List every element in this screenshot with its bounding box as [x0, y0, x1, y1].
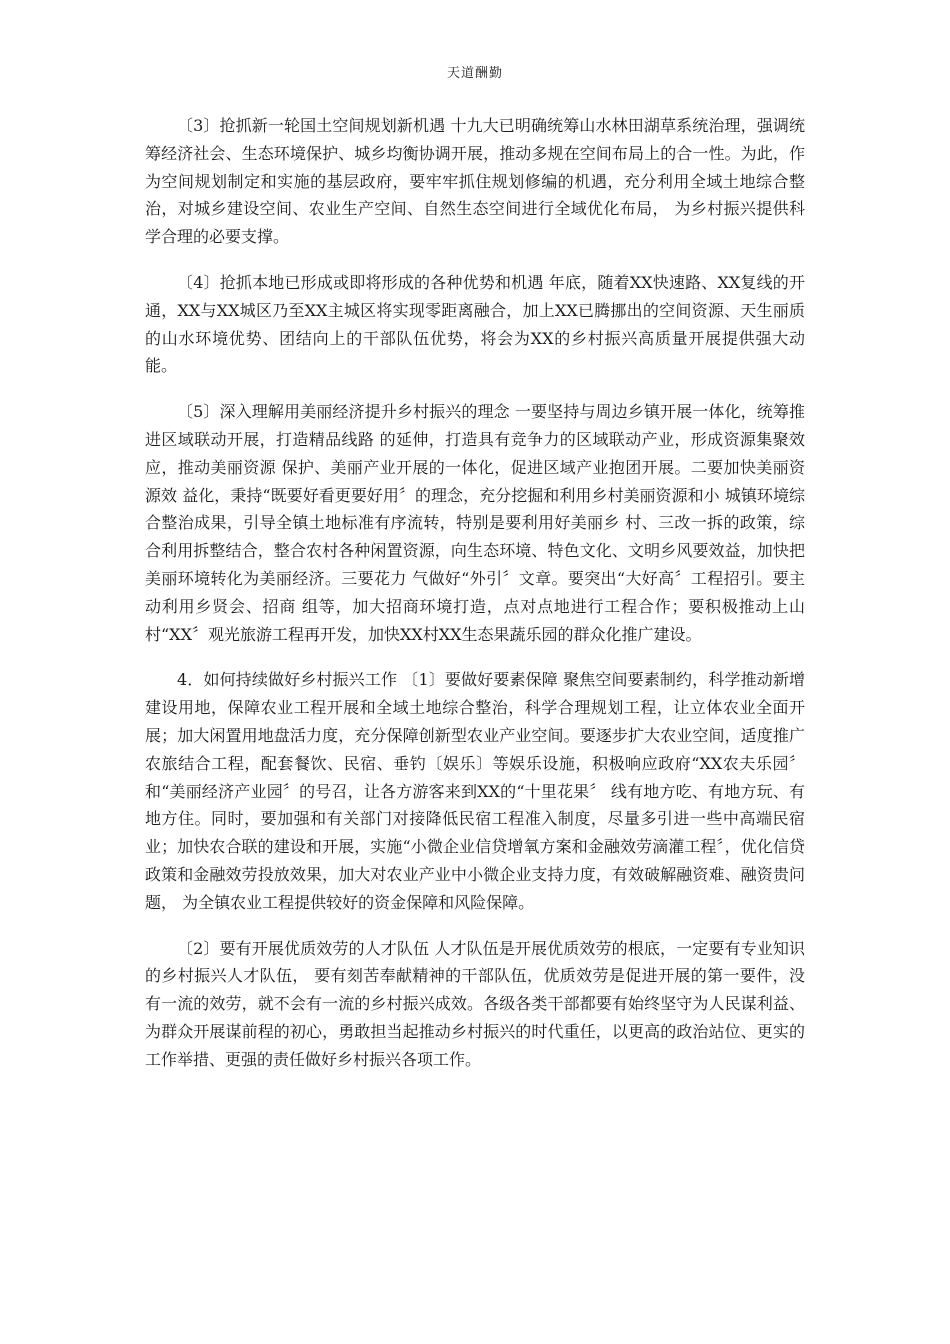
document-body: [145, 112, 805, 1092]
paragraph-factor-guarantee: 4．如何持续做好乡村振兴工作 〔1〕要做好要素保障 聚焦空间要素制约，科学推动新增建设用地，保障农业工程开展和全域土地综合整治，科学合理规划工程，让立体农业全面开展；加大闲置用地盘活力度，充分保障创新型农业产业空间。要逐步扩大农业空间，适度推广农旅结合工程，配套餐饮、民宿、垂钓〔娱乐〕等娱乐设施，积极响应政府“XX农夫乐园〞和“美丽经济产业园〞的号召，让各方游客来到XX的“十里花果〞 线有地方吃、有地方玩、有地方住。同时，要加强和有关部门对接降低民宿工程准入制度，尽量多引进一些中高端民宿业；加快农合联的建设和开展，实施“小微企业信贷增氧方案和金融效劳滴灌工程〞，优化信贷政策和金融效劳投放效果，加大对农业产业中小微企业支持力度，有效破解融资难、融资贵问题， 为全镇农业工程提供较好的资金保障和风险保障。: [145, 670, 805, 912]
paragraph-beautiful-economy: 〔5〕深入理解用美丽经济提升乡村振兴的理念 一要坚持与周边乡镇开展一体化，统筹推进区域联动开展，打造精品线路 的延伸，打造具有竞争力的区域联动产业，形成资源集聚效应，推动美丽资源 保护、美丽产业开展的一体化，促进区域产业抱团开展。二要加快美丽资源效 益化，秉持“既要好看更要好用〞的理念，充分挖掘和利用乡村美丽资源和小 城镇环境综合整治成果，引导全镇土地标准有序流转，特别是要利用好美丽乡 村、三改一拆的政策，综合利用拆整结合，整合农村各种闲置资源，向生态环境、特色文化、文明乡风要效益，加快把美丽环境转化为美丽经济。三要花力 气做好“外引〞文章。要突出“大好高〞工程招引。要主动利用乡贤会、招商 组等，加大招商环境打造，点对点地进行工程合作；要积极推动上山村“XX〞观光旅游工程再开发，加快XX村XX生态果蔬乐园的群众化推广建设。: [145, 402, 805, 644]
page-header-title: 天道酬勤: [446, 66, 503, 81]
paragraph-local-advantages: 〔4〕抢抓本地已形成或即将形成的各种优势和机遇 年底，随着XX快速路、XX复线的开通，XX与XX城区乃至XX主城区将实现零距离融合，加上XX已腾挪出的空间资源、天生丽质的山水环境优势、团结向上的干部队伍优势，将会为XX的乡村振兴高质量开展提供强大动能。: [145, 272, 805, 376]
paragraph-spatial-planning: 〔3〕抢抓新一轮国土空间规划新机遇 十九大已明确统筹山水林田湖草系统治理，强调统筹经济社会、生态环境保护、城乡均衡协调开展，推动多规在空间布局上的合一性。为此，作为空间规划制定和实施的基层政府，要牢牢抓住规划修编的机遇，充分利用全域土地综合整治，对城乡建设空间、农业生产空间、自然生态空间进行全域优化布局， 为乡村振兴提供科学合理的必要支撑。: [145, 116, 805, 247]
paragraph-talent-team: 〔2〕要有开展优质效劳的人才队伍 人才队伍是开展优质效劳的根底，一定要有专业知识的乡村振兴人才队伍， 要有刻苦奉献精神的干部队伍，优质效劳是促进开展的第一要件，没有一流的效劳，就不会有一流的乡村振兴成效。各级各类干部都要有始终坚守为人民谋利益、为群众开展谋前程的初心，勇敢担当起推动乡村振兴的时代重任，以更高的政治站位、更实的工作举措、更强的责任做好乡村振兴各项工作。: [145, 938, 805, 1069]
